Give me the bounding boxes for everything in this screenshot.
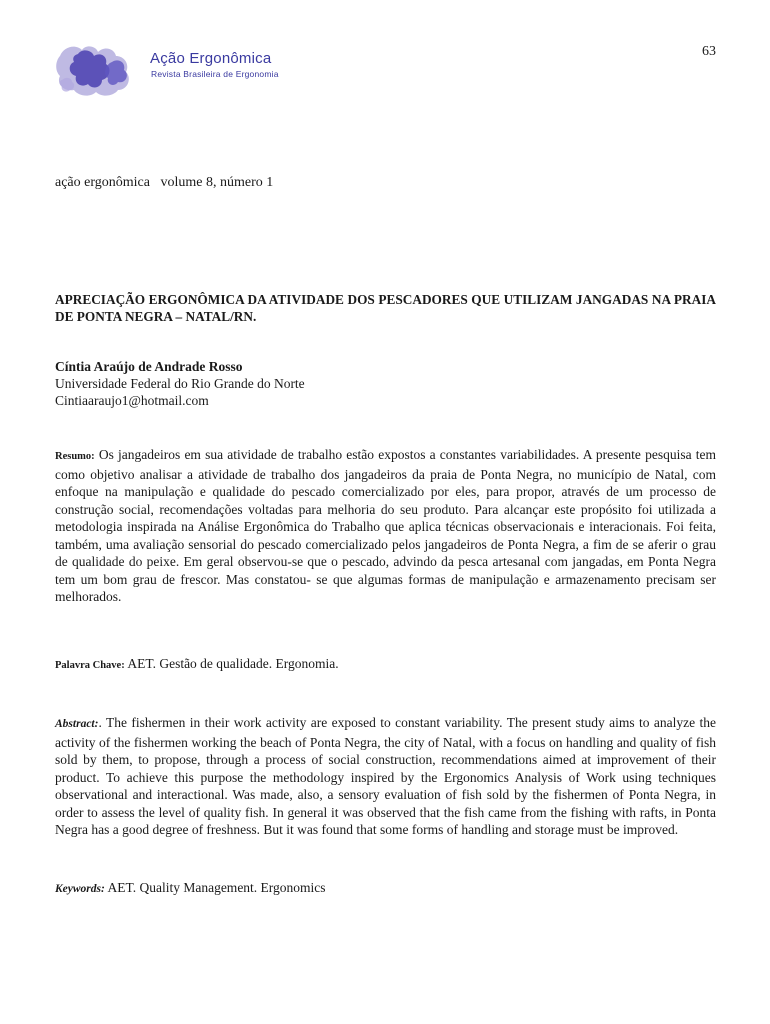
resumo-text: Os jangadeiros em sua atividade de trabalho estão expostos a constantes variabilidades. A presente pesquisa tem como objetivo analisar a atividade de trabalho dos jangadeiros da praia de Ponta Negra, no município de Natal, com enfoque na manipulação e qualidade do pescado comercializado por eles, para propor, através de um processo de construção social, recomendações voltadas para melhoria do seu produto. Para alcançar este propósito foi utilizada a metodologia inspirada na Análise Ergonômica do Trabalho que aplica técnicas observacionais e interacionais. Foi feita, também, uma avaliação sensorial do pescado comercializado pelos jangadeiros de Ponta Negra, a fim de se aferir o grau de qualidade do peixe. Em geral observou-se que o pescado, advindo da pesca artesanal com jangadas, em Ponta Negra tem um bom grau de frescor. Mas constatou- se que algumas formas de manipulação e armazenamento precisam ser melhorados. — [55, 447, 716, 604]
palavra-chave-label: Palavra Chave: — [55, 660, 125, 671]
journal-issue-line: ação ergonômica volume 8, número 1 — [55, 175, 274, 190]
page-number: 63 — [702, 44, 716, 59]
author-affiliation: Universidade Federal do Rio Grande do Norte — [55, 376, 305, 391]
keywords-line — [55, 880, 326, 896]
keywords-text: AET. Quality Management. Ergonomics — [104, 880, 326, 895]
author-email: Cintiaaraujo1@hotmail.com — [55, 393, 209, 408]
abstract-text: . The fishermen in their work activity are exposed to constant variability. The present study aims to analyze the activity of the fishermen working the beach of Ponta Negra, the city of Natal, with a focus on handling and quality of fish sold by them, to propose, through a process of social construction, recommendations aimed at improvement of their product. To achieve this purpose the methodology inspired by the Ergonomics Analysis of Work using techniques observational and interactional. Was made, also, a sensory evaluation of fish sold by the fishermen of Ponta Negra, in order to assess the level of quality fish. In general it was observed that the fish came from the fishing with rafts, in Ponta Negra has a good degree of freshness. But it was found that some forms of handling and storage must be improved. — [55, 715, 716, 837]
palavra-chave-line — [55, 656, 339, 672]
puzzle-map-logo-icon — [52, 40, 147, 100]
resumo-label: Resumo: — [55, 451, 95, 462]
logo-subtitle: Revista Brasileira de Ergonomia — [151, 69, 279, 79]
resumo-paragraph — [55, 446, 716, 606]
logo-title: Ação Ergonômica — [150, 50, 272, 67]
article-title: APRECIAÇÃO ERGONÔMICA DA ATIVIDADE DOS PESCADORES QUE UTILIZAM JANGADAS NA PRAIA DE PONTA NEGRA – NATAL/RN. — [55, 292, 716, 324]
author-name: Cíntia Araújo de Andrade Rosso — [55, 359, 243, 374]
abstract-label: Abstract: — [55, 718, 99, 730]
keywords-label: Keywords: — [55, 883, 105, 895]
palavra-chave-text: AET. Gestão de qualidade. Ergonomia. — [124, 656, 339, 671]
abstract-paragraph — [55, 714, 716, 839]
